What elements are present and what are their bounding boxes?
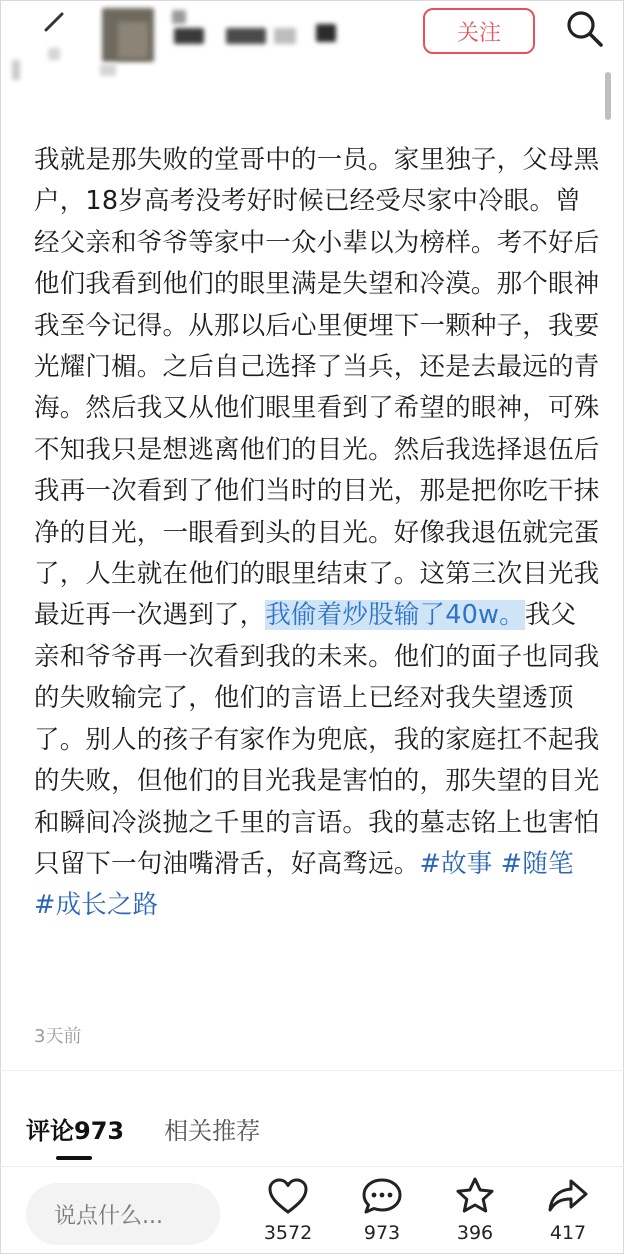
username-blur [12,60,20,80]
divider [0,1070,624,1071]
heart-icon [266,1176,310,1216]
hashtag-growth[interactable]: #成长之路 [34,890,159,921]
favorite-count: 396 [456,1222,494,1244]
share-count: 417 [549,1222,587,1244]
comment-input[interactable]: 说点什么... [26,1183,220,1245]
hashtag-essay[interactable]: #随笔 [500,848,574,879]
username-blur [48,48,60,60]
post-header [0,0,624,80]
like-button[interactable] [248,1176,328,1244]
comment-count: 973 [363,1222,401,1244]
divider [0,1166,624,1167]
comment-button[interactable] [342,1176,422,1244]
post-text: 我父亲和爷爷再一次看到我的未来。他们的面子也同我的失败输完了，他们的言语上已经对我失望透顶了。别人的孩子有家作为兜底，我的家庭扛不起我的失败，但他们的目光我是害怕的，那失望的目光和瞬间冷淡抛之千里的言语。我的墓志铭上也害怕只留下一句油嘴滑舌，好高骛远。 [34,600,600,879]
username-blur [274,28,296,44]
comment-bubble-icon [360,1176,404,1216]
back-icon[interactable] [38,10,68,40]
share-icon [546,1176,590,1216]
like-count: 3572 [263,1222,313,1244]
highlighted-text: 我偷着炒股输了40w。 [265,600,525,631]
hashtag-story[interactable]: #故事 [419,848,493,879]
star-icon [453,1176,497,1216]
tab-comments[interactable]: 评论973 [26,1116,125,1145]
scroll-indicator [605,72,611,120]
post-timestamp: 3天前 [34,1026,82,1047]
share-button[interactable] [528,1176,608,1244]
tab-bar [26,1108,260,1148]
tab-related[interactable]: 相关推荐 [164,1116,261,1145]
post-content [34,140,600,927]
username-blur [172,10,186,24]
username-blur [174,28,204,44]
post-text: 我就是那失败的堂哥中的一员。家里独子，父母黑户，18岁高考没考好时候已经受尽家中冷眼。曾经父亲和爷爷等家中一众小辈以为榜样。考不好后他们我看到他们的眼里满是失望和冷漠。那个眼神我至今记得。从那以后心里便埋下一颗种子，我要光耀门楣。之后自己选择了当兵，还是去最远的青海。然后我又从他们眼里看到了希望的眼神，可殊不知我只是想逃离他们的目光。然后我选择退伍后我再一次看到了他们当时的目光，那是把你吃干抹净的目光，一眼看到头的目光。好像我退伍就完蛋了，人生就在他们的眼里结束了。这第三次目光我最近再一次遇到了， [34,145,600,631]
favorite-button[interactable] [435,1176,515,1244]
search-icon[interactable] [564,8,604,48]
active-tab-indicator [56,1156,92,1160]
avatar [118,22,148,58]
follow-button[interactable]: 关注 [423,8,535,54]
username-blur [100,64,116,76]
username-blur [226,28,266,44]
username-blur [316,24,336,42]
